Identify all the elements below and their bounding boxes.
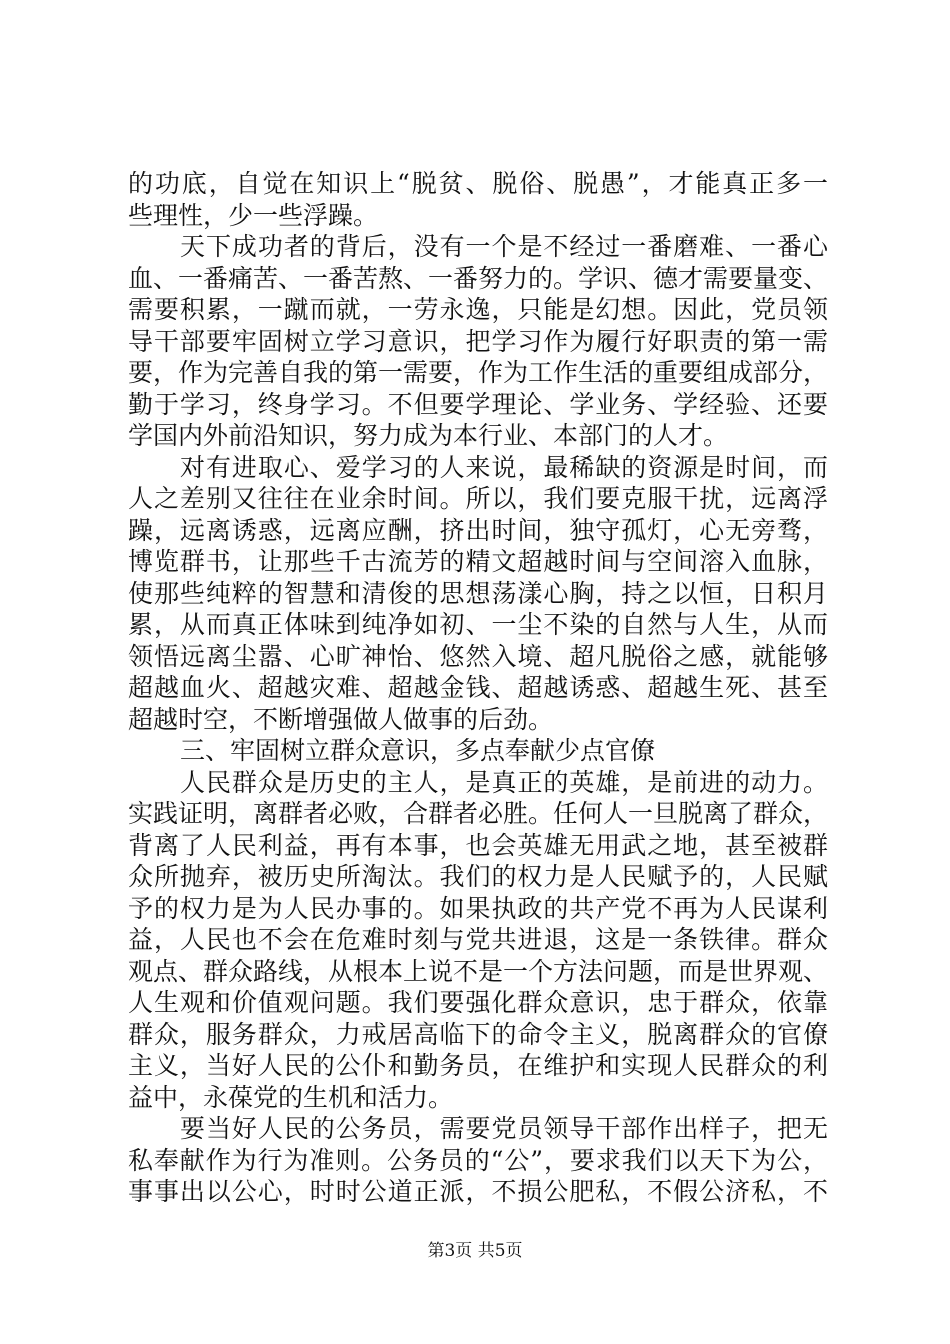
text-line: 些理性，少一些浮躁。 [128,200,379,230]
text-line: 天下成功者的背后，没有一个是不经过一番磨难、一番心 [180,232,828,261]
text-line: 益中，永葆党的生机和活力。 [128,1082,454,1112]
text-line: 的功底，自觉在知识上“脱贫、脱俗、脱愚”，才能真正多一 [128,169,828,198]
text-line: 对有进取心、爱学习的人来说，最稀缺的资源是时间，而 [180,452,828,482]
text-line: 人民群众是历史的主人，是真正的英雄，是前进的动力。 [180,767,828,797]
text-line: 领悟远离尘嚣、心旷神怡、悠然入境、超凡脱俗之感，就能够 [128,641,828,671]
text-line: 人之差别又往往在业余时间。所以，我们要克服干扰，远离浮 [128,484,828,513]
text-line: 三、牢固树立群众意识，多点奉献少点官僚 [180,736,656,765]
text-line: 勤于学习，终身学习。不但要学理论、学业务、学经验、还要 [128,389,828,419]
text-line: 实践证明，离群者必败，合群者必胜。任何人一旦脱离了群众， [128,799,829,828]
body-text [128,168,828,1208]
text-line: 益，人民也不会在危难时刻与党共进退，这是一条铁律。群众 [128,925,828,954]
text-line: 观点、群众路线，从根本上说不是一个方法问题，而是世界观、 [128,956,829,986]
text-line: 血、一番痛苦、一番苦熬、一番努力的。学识、德才需要量变、 [128,263,829,293]
text-line: 博览群书，让那些千古流芳的精文超越时间与空间溶入血脉， [128,547,828,576]
text-line: 事事出以公心，时时公道正派，不损公肥私，不假公济私，不 [128,1177,828,1206]
text-line: 需要积累，一蹴而就，一劳永逸，只能是幻想。因此，党员领 [128,295,828,324]
text-line: 超越时空，不断增强做人做事的后劲。 [128,704,554,734]
text-line: 累，从而真正体味到纯净如初、一尘不染的自然与人生，从而 [128,610,828,639]
text-line: 超越血火、超越灾难、超越金钱、超越诱惑、超越生死、甚至 [128,673,828,702]
text-line: 导干部要牢固树立学习意识，把学习作为履行好职责的第一需 [128,326,828,356]
text-line: 予的权力是为人民办事的。如果执政的共产党不再为人民谋利 [128,893,828,923]
text-line: 背离了人民利益，再有本事，也会英雄无用武之地，甚至被群 [128,830,828,860]
text-line: 使那些纯粹的智慧和清俊的思想荡漾心胸，持之以恒，日积月 [128,578,828,608]
text-line: 学国内外前沿知识，努力成为本行业、本部门的人才。 [128,421,729,450]
page-footer: 第3页 共5页 [427,1241,523,1261]
text-line: 众所抛弃，被历史所淘汰。我们的权力是人民赋予的，人民赋 [128,862,828,891]
text-line: 私奉献作为行为准则。公务员的“公”，要求我们以天下为公， [128,1145,828,1175]
text-line: 要，作为完善自我的第一需要，作为工作生活的重要组成部分， [128,358,829,387]
text-line: 主义，当好人民的公仆和勤务员，在维护和实现人民群众的利 [128,1051,828,1080]
text-line: 群众，服务群众，力戒居高临下的命令主义，脱离群众的官僚 [128,1019,828,1049]
text-line: 要当好人民的公务员，需要党员领导干部作出样子，把无 [180,1114,828,1143]
text-line: 躁，远离诱惑，远离应酬，挤出时间，独守孤灯，心无旁骛， [128,515,828,545]
text-line: 人生观和价值观问题。我们要强化群众意识，忠于群众，依靠 [128,988,828,1017]
